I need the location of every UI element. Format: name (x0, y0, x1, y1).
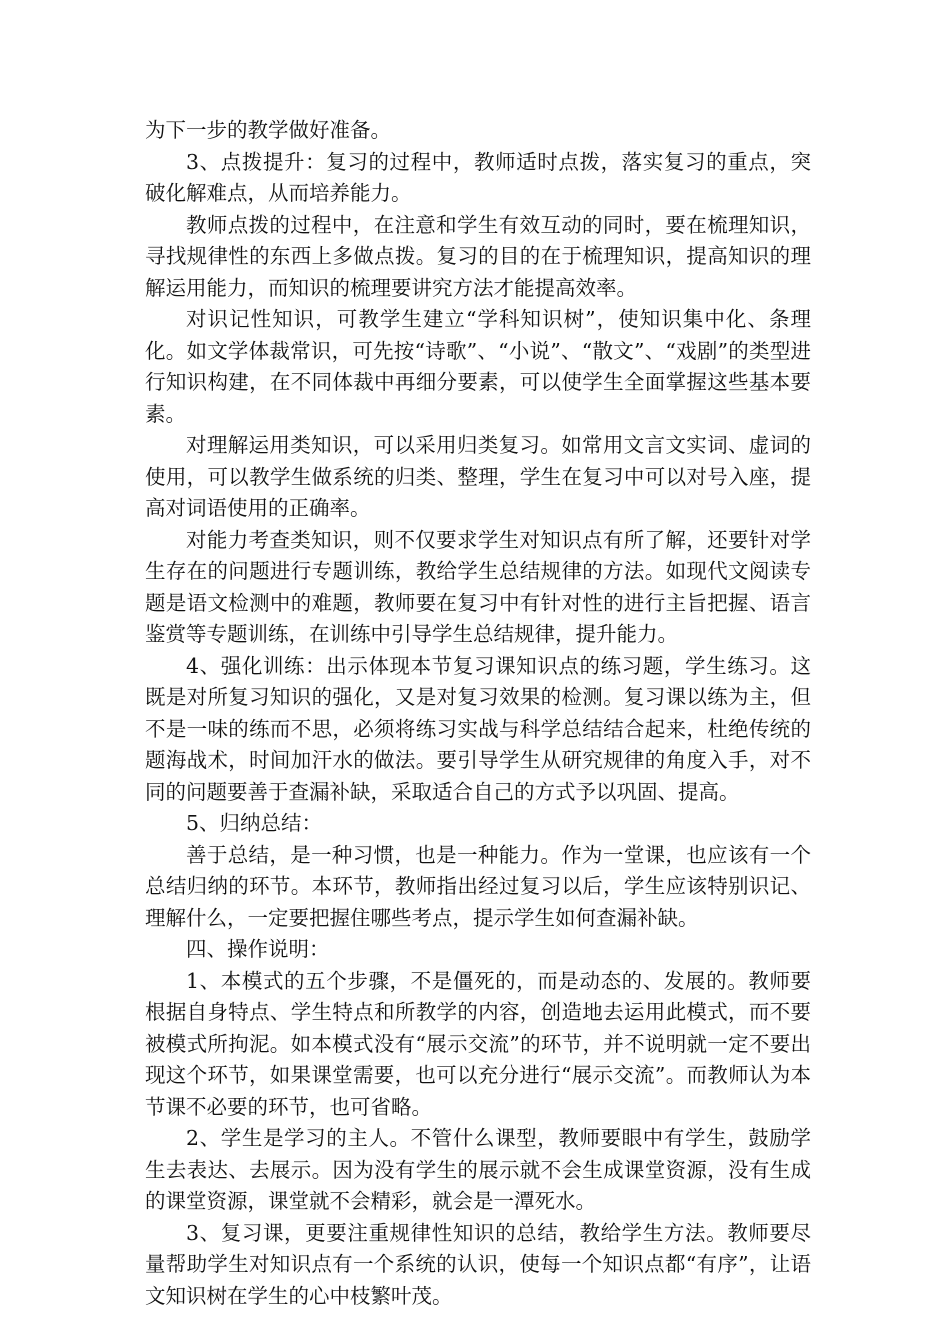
paragraph-step-3-heading: 3、点拨提升：复习的过程中，教师适时点拨，落实复习的重点，突破化解难点，从而培养能力。 (145, 149, 811, 205)
paragraph-note-3: 3、复习课，更要注重规律性知识的总结，教给学生方法。教师要尽量帮助学生对知识点有一个系统的认识，使每一个知识点都“有序”，让语文知识树在学生的心中枝繁叶茂。 (145, 1220, 811, 1308)
document-body (145, 115, 811, 1312)
paragraph: 对识记性知识，可教学生建立“学科知识树”，使知识集中化、条理化。如文学体裁常识，可先按“诗歌”、“小说”、“散文”、“戏剧”的类型进行知识构建，在不同体裁中再细分要素，可以使学生全面掌握这些基本要素。 (145, 307, 811, 426)
paragraph: 教师点拨的过程中，在注意和学生有效互动的同时，要在梳理知识，寻找规律性的东西上多做点拨。复习的目的在于梳理知识，提高知识的理解运用能力，而知识的梳理要讲究方法才能提高效率。 (145, 212, 811, 300)
section-heading: 四、操作说明： (186, 937, 330, 961)
paragraph-continuation: 为下一步的教学做好准备。 (145, 118, 391, 142)
paragraph-step-4: 4、强化训练：出示体现本节复习课知识点的练习题，学生练习。这既是对所复习知识的强化，又是对复习效果的检测。复习课以练为主，但不是一味的练而不思，必须将练习实战与科学总结结合起来，杜绝传统的题海战术，时间加汗水的做法。要引导学生从研究规律的角度入手，对不同的问题要善于查漏补缺，采取适合自己的方式予以巩固、提高。 (145, 653, 811, 804)
paragraph-note-1: 1、本模式的五个步骤，不是僵死的，而是动态的、发展的。教师要根据自身特点、学生特点和所教学的内容，创造地去运用此模式，而不要被模式所拘泥。如本模式没有“展示交流”的环节，并不说明就一定不要出现这个环节，如果课堂需要，也可以充分进行“展示交流”。而教师认为本节课不必要的环节，也可省略。 (145, 968, 811, 1119)
paragraph: 对理解运用类知识，可以采用归类复习。如常用文言文实词、虚词的使用，可以教学生做系统的归类、整理，学生在复习中可以对号入座，提高对词语使用的正确率。 (145, 433, 811, 520)
paragraph-note-2: 2、学生是学习的主人。不管什么课型，教师要眼中有学生，鼓励学生去表达、去展示。因为没有学生的展示就不会生成课堂资源，没有生成的课堂资源，课堂就不会精彩，就会是一潭死水。 (145, 1126, 811, 1213)
paragraph: 善于总结，是一种习惯，也是一种能力。作为一堂课，也应该有一个总结归纳的环节。本环节，教师指出经过复习以后，学生应该特别识记、理解什么，一定要把握住哪些考点，提示学生如何查漏补缺。 (145, 842, 811, 930)
paragraph-step-5-heading: 5、归纳总结： (186, 811, 323, 835)
paragraph: 对能力考查类知识，则不仅要求学生对知识点有所了解，还要针对学生存在的问题进行专题训练，教给学生总结规律的方法。如现代文阅读专题是语文检测中的难题，教师要在复习中有针对性的进行主旨把握、语言鉴赏等专题训练，在训练中引导学生总结规律，提升能力。 (145, 527, 811, 646)
